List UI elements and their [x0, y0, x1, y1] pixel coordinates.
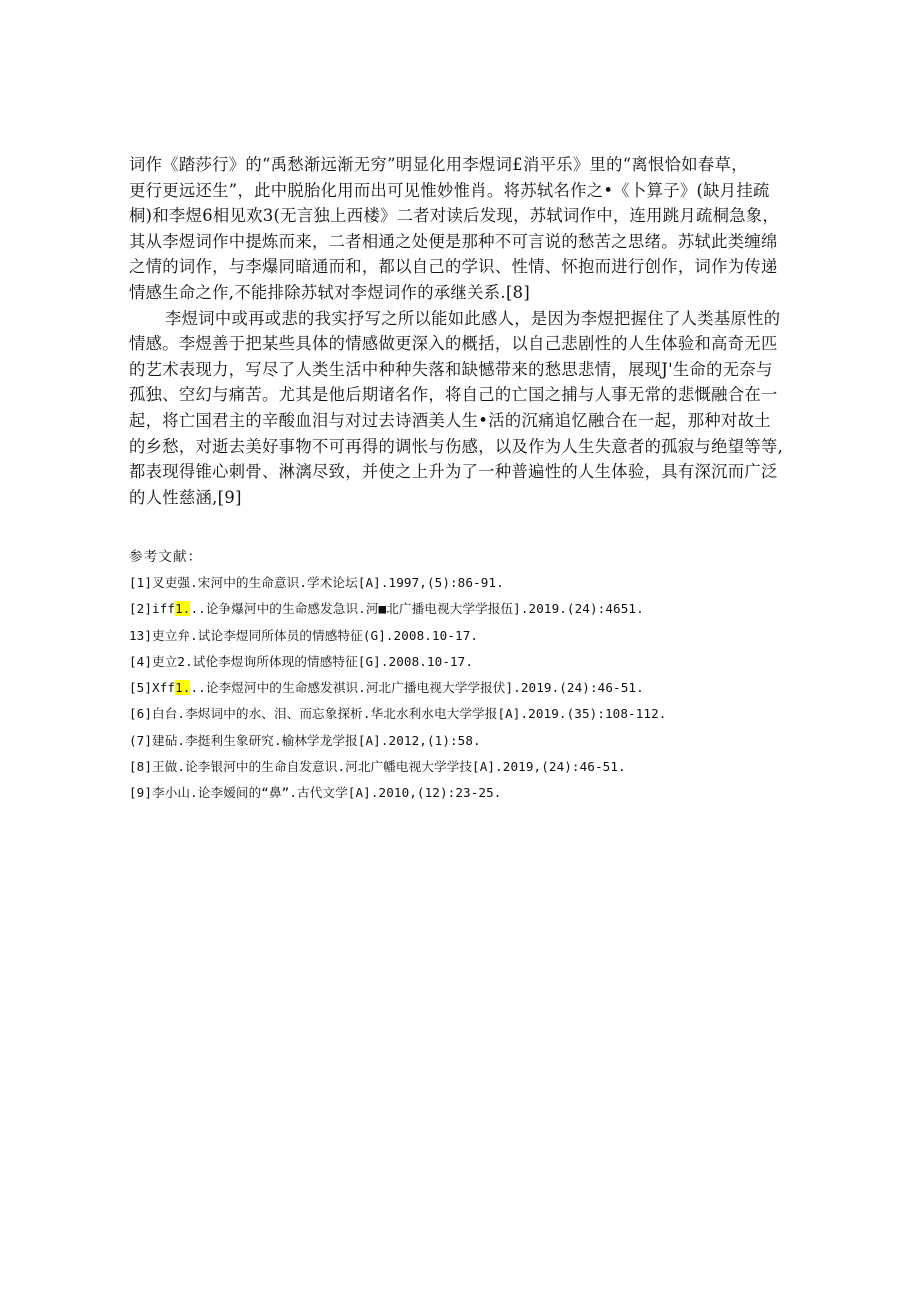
reference-text: 13]吏立弁.试论李煜同所体员的情感特征(G].2008.10-17. — [129, 627, 479, 643]
paragraph-line: 情感。李煜善于把某些具体的情感做更深入的概括，以自己悲剧性的人生体验和高奇无匹 — [129, 334, 778, 354]
reference-text: [6]白台.李烬词中的水、泪、而忘象探析.华北水利水电大学学报[A].2019.(35):108-112. — [129, 706, 667, 722]
reference-item — [129, 675, 829, 701]
paragraph-line: 桐)和李煜6相见欢3(无言独上西楼》二者对读后发现，苏轼词作中，连用跳月疏桐急象， — [129, 206, 780, 226]
paragraph-line: 都表现得锥心刺骨、淋漓尽致，并使之上升为了一种普遍性的人生体验，具有深沉而广泛 — [129, 462, 778, 482]
paragraph-line: 起，将亡国君主的辛酸血泪与对过去诗酒美人生•活的沉痛追忆融合在一起，那种对故土 — [129, 410, 771, 430]
reference-text: ..论李煜河中的生命感发祺识.河北广播电视大学学报伏].2019.(24):46-51. — [190, 680, 644, 696]
reference-text: [9]李小山.论李嫒间的“鼻”.古代文学[A].2010,(12):23-25. — [129, 785, 502, 801]
reference-item — [129, 570, 829, 596]
reference-text: [1]叉吏强.宋河中的生命意识.学术论坛[A].1997,(5):86-91. — [129, 575, 504, 590]
body-text — [129, 152, 797, 510]
paragraph-line: 其从李煜词作中提炼而来，二者相通之处便是那种不可言说的愁苦之思绪。苏轼此类缠绵 — [129, 231, 778, 251]
reference-item — [129, 623, 829, 649]
paragraph-line: 更行更远还生”，此中脱胎化用而出可见惟妙惟肖。将苏轼名作之•《卜算子》(缺月挂疏 — [129, 180, 770, 200]
reference-item — [129, 701, 829, 727]
reference-item — [129, 728, 829, 754]
paragraph-line: 的艺术表现力，写尽了人类生活中种种失落和缺憾带来的愁思悲情，展现J'生命的无奈与 — [129, 359, 773, 379]
paragraph-line: 之情的词作，与李爆同暗通而和，都以自己的学识、性情、怀抱而进行创作，词作为传递 — [129, 257, 778, 277]
paragraph-line: 情感生命之作,不能排除苏轼对李煜词作的承继关系.[8] — [129, 282, 531, 302]
highlighted-text: 1. — [175, 601, 191, 617]
references-section — [129, 544, 829, 807]
paragraph-line: 的人性慈涵,[9] — [129, 487, 242, 507]
reference-text: [8]王做.论李银河中的生命自发意识.河北广幡电视大学学技[A].2019,(24):46-51. — [129, 759, 626, 775]
reference-item — [129, 780, 829, 806]
reference-item — [129, 596, 829, 622]
reference-text: [4]吏立2.试伦李煜询所体现的情感特征[G].2008.10-17. — [129, 653, 474, 669]
references-heading: 参考文献： — [129, 549, 203, 565]
reference-text: [5]Xff — [129, 680, 176, 696]
reference-text: (7]建砧.李挺利生象研究.榆林学龙学报[A].2012,(1):58. — [129, 732, 481, 748]
paragraph-line: 孤独、空幻与痛苦。尤其是他后期诸名作，将自己的亡国之捕与人事无常的悲慨融合在一 — [129, 385, 778, 405]
paragraph-line: 的乡愁，对逝去美好事物不可再得的调怅与伤感，以及作为人生失意者的孤寂与绝望等等, — [129, 436, 784, 456]
reference-text: ..论争爆河中的生命感发急识.河■北广播电视大学学报伍].2019.(24):4651. — [190, 601, 644, 617]
highlighted-text: 1. — [175, 680, 191, 696]
reference-item — [129, 754, 829, 780]
paragraph-line: 李煜词中或再或悲的我实抒写之所以能如此感人，是因为李煜把握住了人类基原性的 — [165, 308, 781, 328]
paragraph-line: 词作《踏莎行》的“禹愁渐远渐无穷”明显化用李煜词£消平乐》里的“离恨恰如春草， — [129, 155, 748, 174]
reference-text: [2]iff — [129, 601, 176, 617]
reference-item — [129, 649, 829, 675]
